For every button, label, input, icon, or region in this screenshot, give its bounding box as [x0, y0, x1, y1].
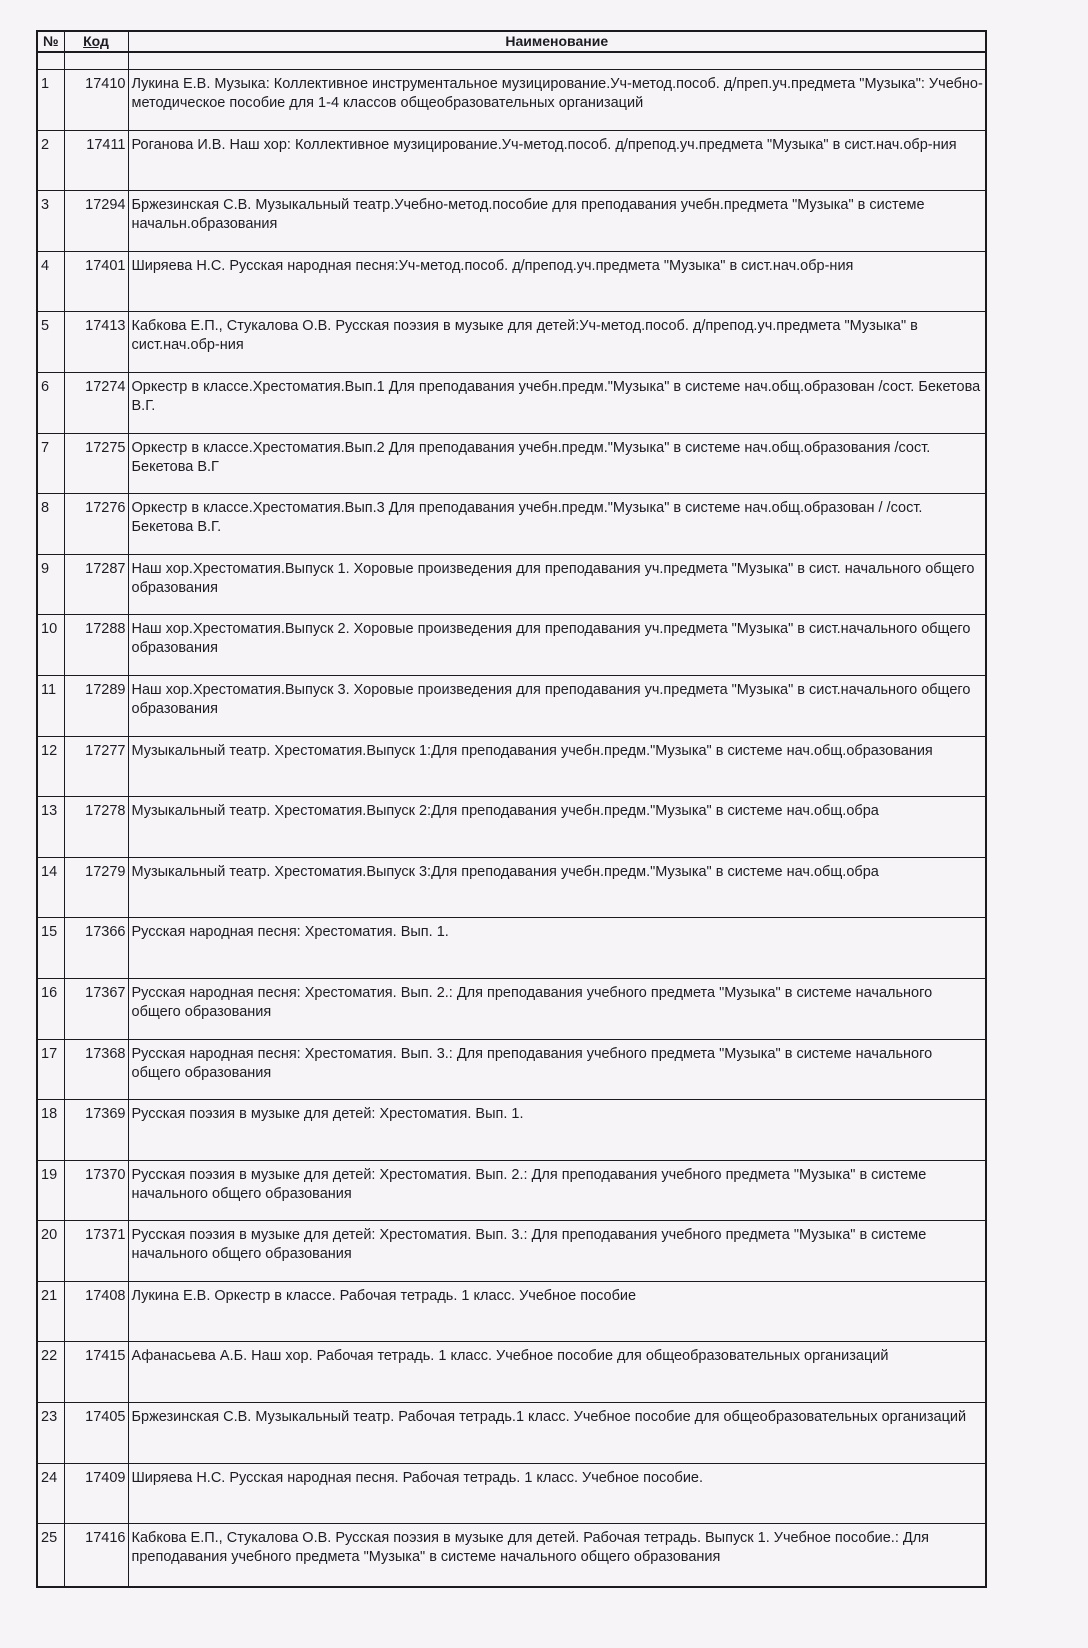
row-name-cell: Наш хор.Хрестоматия.Выпуск 1. Хоровые произведения для преподавания уч.предмета "Музыка" в сист. начального общего образования: [128, 554, 985, 615]
table-row: [38, 130, 985, 191]
row-code-cell: 17413: [64, 312, 128, 373]
table-row: [38, 1160, 985, 1221]
row-number-cell: 14: [38, 857, 64, 918]
row-name-cell: Оркестр в классе.Хрестоматия.Вып.2 Для преподавания учебн.предм."Музыка" в системе нач.общ.образования /сост. Бекетова В.Г: [128, 433, 985, 494]
row-number-cell: 25: [38, 1524, 64, 1586]
row-code-cell: 17405: [64, 1403, 128, 1464]
row-number-cell: 9: [38, 554, 64, 615]
spacer-cell: [64, 52, 128, 70]
table-row: [38, 70, 985, 131]
table-row: [38, 978, 985, 1039]
row-number-cell: 11: [38, 675, 64, 736]
table-row: [38, 251, 985, 312]
row-name-cell: Ширяева Н.С. Русская народная песня:Уч-метод.пособ. д/препод.уч.предмета "Музыка" в сист.нач.обр-ния: [128, 251, 985, 312]
row-code-cell: 17411: [64, 130, 128, 191]
row-name-cell: Наш хор.Хрестоматия.Выпуск 3. Хоровые произведения для преподавания уч.предмета "Музыка" в сист.начального общего образования: [128, 675, 985, 736]
row-number-cell: 7: [38, 433, 64, 494]
row-code-cell: 17278: [64, 797, 128, 858]
row-name-cell: Оркестр в классе.Хрестоматия.Вып.3 Для преподавания учебн.предм."Музыка" в системе нач.общ.образован / /сост. Бекетова В.Г.: [128, 494, 985, 555]
row-number-cell: 17: [38, 1039, 64, 1100]
table-row: [38, 736, 985, 797]
table-row: [38, 312, 985, 373]
row-name-cell: Русская народная песня: Хрестоматия. Вып. 2.: Для преподавания учебного предмета "Музыка" в системе начального общего образования: [128, 978, 985, 1039]
row-name-cell: Бржезинская С.В. Музыкальный театр. Рабочая тетрадь.1 класс. Учебное пособие для общеобразовательных организаций: [128, 1403, 985, 1464]
row-code-cell: 17294: [64, 191, 128, 252]
table-row: [38, 1221, 985, 1282]
row-name-cell: Роганова И.В. Наш хор: Коллективное музицирование.Уч-метод.пособ. д/препод.уч.предмета "Музыка" в сист.нач.обр-ния: [128, 130, 985, 191]
row-code-cell: 17366: [64, 918, 128, 979]
table-row: [38, 1463, 985, 1524]
table-row: [38, 675, 985, 736]
row-code-cell: 17415: [64, 1342, 128, 1403]
row-name-cell: Музыкальный театр. Хрестоматия.Выпуск 2:Для преподавания учебн.предм."Музыка" в системе нач.общ.обра: [128, 797, 985, 858]
row-name-cell: Лукина Е.В. Музыка: Коллективное инструментальное музицирование.Уч-метод.пособ. д/преп.уч.предмета "Музыка": Учебно-методическое пособие для 1-4 классов общеобразовательных организаций: [128, 70, 985, 131]
table-row: [38, 372, 985, 433]
row-number-cell: 20: [38, 1221, 64, 1282]
row-number-cell: 2: [38, 130, 64, 191]
row-name-cell: Русская поэзия в музыке для детей: Хрестоматия. Вып. 2.: Для преподавания учебного предмета "Музыка" в системе начального общего образования: [128, 1160, 985, 1221]
table-row: [38, 1100, 985, 1161]
row-number-cell: 21: [38, 1281, 64, 1342]
table-header-row: [38, 32, 985, 52]
table-row: [38, 1039, 985, 1100]
row-name-cell: Бржезинская С.В. Музыкальный театр.Учебно-метод.пособие для преподавания учебн.предмета "Музыка" в системе начальн.образования: [128, 191, 985, 252]
row-number-cell: 23: [38, 1403, 64, 1464]
row-name-cell: Русская поэзия в музыке для детей: Хрестоматия. Вып. 3.: Для преподавания учебного предмета "Музыка" в системе начального общего образования: [128, 1221, 985, 1282]
row-number-cell: 18: [38, 1100, 64, 1161]
row-number-cell: 6: [38, 372, 64, 433]
row-name-cell: Наш хор.Хрестоматия.Выпуск 2. Хоровые произведения для преподавания уч.предмета "Музыка" в сист.начального общего образования: [128, 615, 985, 676]
row-name-cell: Музыкальный театр. Хрестоматия.Выпуск 3:Для преподавания учебн.предм."Музыка" в системе нач.общ.обра: [128, 857, 985, 918]
table-row: [38, 918, 985, 979]
row-number-cell: 3: [38, 191, 64, 252]
row-code-cell: 17288: [64, 615, 128, 676]
row-code-cell: 17367: [64, 978, 128, 1039]
book-list-table: [38, 32, 985, 1586]
row-number-cell: 4: [38, 251, 64, 312]
row-number-cell: 12: [38, 736, 64, 797]
row-name-cell: Музыкальный театр. Хрестоматия.Выпуск 1:Для преподавания учебн.предм."Музыка" в системе нач.общ.образования: [128, 736, 985, 797]
document-table-frame: [36, 30, 987, 1588]
table-row: [38, 797, 985, 858]
row-code-cell: 17279: [64, 857, 128, 918]
spacer-cell: [38, 52, 64, 70]
row-code-cell: 17277: [64, 736, 128, 797]
row-number-cell: 15: [38, 918, 64, 979]
row-name-cell: Афанасьева А.Б. Наш хор. Рабочая тетрадь. 1 класс. Учебное пособие для общеобразовательных организаций: [128, 1342, 985, 1403]
header-name: Наименование: [128, 32, 985, 52]
row-number-cell: 24: [38, 1463, 64, 1524]
row-code-cell: 17369: [64, 1100, 128, 1161]
row-code-cell: 17368: [64, 1039, 128, 1100]
row-number-cell: 22: [38, 1342, 64, 1403]
row-name-cell: Русская народная песня: Хрестоматия. Вып. 1.: [128, 918, 985, 979]
row-name-cell: Кабкова Е.П., Стукалова О.В. Русская поэзия в музыке для детей:Уч-метод.пособ. д/препод.уч.предмета "Музыка" в сист.нач.обр-ния: [128, 312, 985, 373]
table-row: [38, 191, 985, 252]
table-row: [38, 1342, 985, 1403]
row-number-cell: 19: [38, 1160, 64, 1221]
row-code-cell: 17408: [64, 1281, 128, 1342]
row-number-cell: 13: [38, 797, 64, 858]
row-number-cell: 10: [38, 615, 64, 676]
row-code-cell: 17276: [64, 494, 128, 555]
row-code-cell: 17416: [64, 1524, 128, 1586]
row-number-cell: 8: [38, 494, 64, 555]
row-code-cell: 17409: [64, 1463, 128, 1524]
spacer-cell: [128, 52, 985, 70]
row-name-cell: Ширяева Н.С. Русская народная песня. Рабочая тетрадь. 1 класс. Учебное пособие.: [128, 1463, 985, 1524]
row-name-cell: Лукина Е.В. Оркестр в классе. Рабочая тетрадь. 1 класс. Учебное пособие: [128, 1281, 985, 1342]
table-row: [38, 1524, 985, 1586]
row-code-cell: 17410: [64, 70, 128, 131]
header-number: №: [38, 32, 64, 52]
header-code: Код: [64, 32, 128, 52]
row-code-cell: 17289: [64, 675, 128, 736]
row-code-cell: 17287: [64, 554, 128, 615]
table-spacer-row: [38, 52, 985, 70]
row-code-cell: 17274: [64, 372, 128, 433]
table-row: [38, 554, 985, 615]
row-number-cell: 1: [38, 70, 64, 131]
row-code-cell: 17371: [64, 1221, 128, 1282]
row-name-cell: Кабкова Е.П., Стукалова О.В. Русская поэзия в музыке для детей. Рабочая тетрадь. Выпуск 1. Учебное пособие.: Для преподавания учебного предмета "Музыка" в системе начального общего образования: [131, 1530, 930, 1566]
row-number-cell: 5: [38, 312, 64, 373]
row-code-cell: 17275: [64, 433, 128, 494]
table-row: [38, 857, 985, 918]
row-name-cell: Русская поэзия в музыке для детей: Хрестоматия. Вып. 1.: [128, 1100, 985, 1161]
row-number-cell: 16: [38, 978, 64, 1039]
table-row: [38, 433, 985, 494]
row-code-cell: 17401: [64, 251, 128, 312]
table-row: [38, 615, 985, 676]
table-row: [38, 494, 985, 555]
table-body: [38, 70, 985, 1586]
row-name-cell: Оркестр в классе.Хрестоматия.Вып.1 Для преподавания учебн.предм."Музыка" в системе нач.общ.образован /сост. Бекетова В.Г.: [128, 372, 985, 433]
table-row: [38, 1281, 985, 1342]
table-row: [38, 1403, 985, 1464]
row-code-cell: 17370: [64, 1160, 128, 1221]
row-name-cell: Русская народная песня: Хрестоматия. Вып. 3.: Для преподавания учебного предмета "Музыка" в системе начального общего образования: [128, 1039, 985, 1100]
